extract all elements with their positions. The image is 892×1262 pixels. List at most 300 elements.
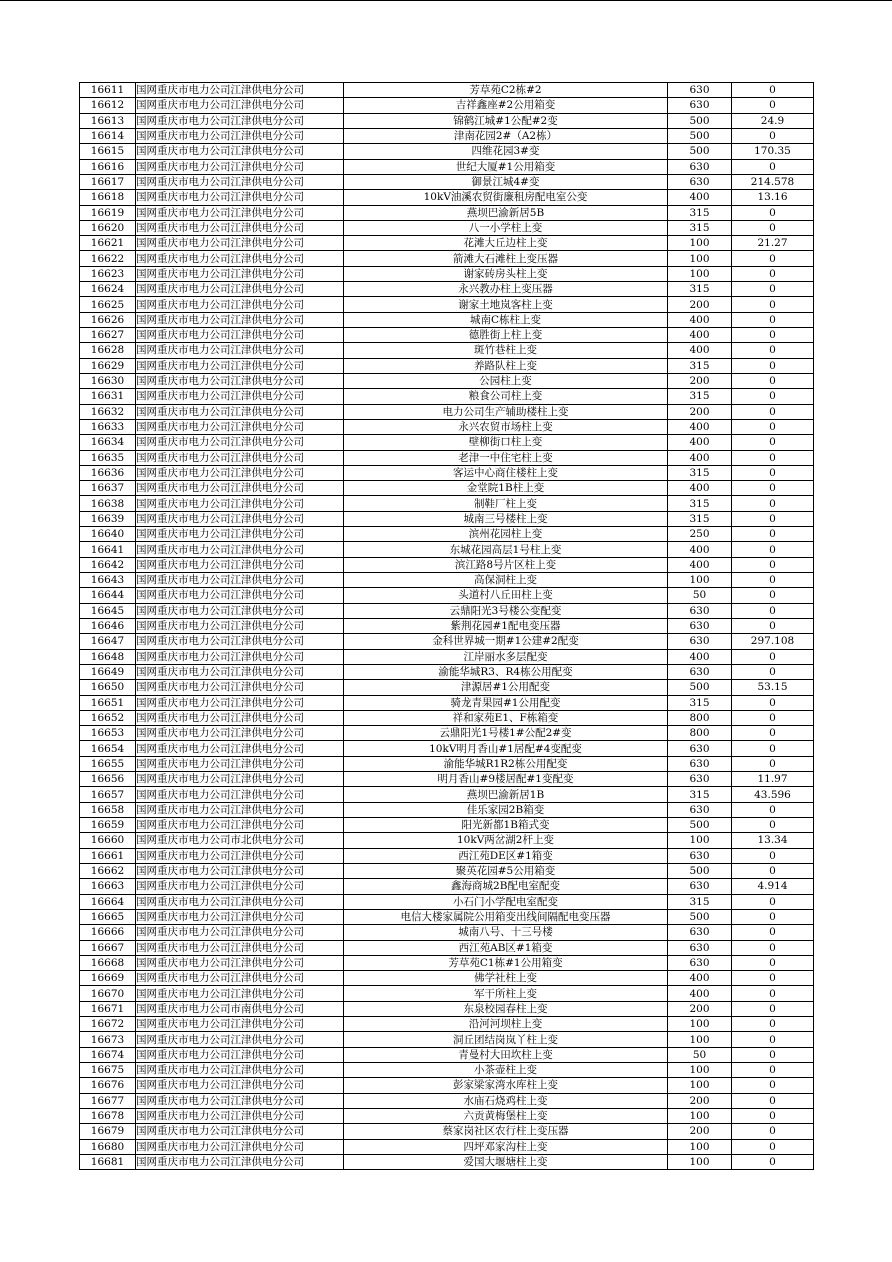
table-row: [80, 83, 814, 98]
transformer-name-cell: 渝能华城R1R2栋公用配变: [344, 756, 668, 771]
table-row: [80, 588, 814, 603]
value-cell: 0: [732, 1139, 814, 1154]
table-row: [80, 312, 814, 327]
value-cell: 11.97: [732, 772, 814, 787]
transformer-name-cell: 金科世界城一期#1公建#2配变: [344, 634, 668, 649]
row-id: 16633: [80, 419, 136, 434]
capacity-cell: 315: [668, 358, 732, 373]
company-cell: 国网重庆市电力公司江津供电分公司: [136, 113, 344, 128]
transformer-name-cell: 客运中心商住楼柱上变: [344, 465, 668, 480]
table-row: [80, 450, 814, 465]
table-row: [80, 1047, 814, 1062]
row-id: 16638: [80, 496, 136, 511]
row-id: 16617: [80, 174, 136, 189]
row-id: 16630: [80, 373, 136, 388]
value-cell: 0: [732, 220, 814, 235]
capacity-cell: 630: [668, 940, 732, 955]
table-row: [80, 144, 814, 159]
value-cell: 0: [732, 404, 814, 419]
capacity-cell: 630: [668, 98, 732, 113]
transformer-name-cell: 芳草苑C1栋#1公用箱变: [344, 955, 668, 970]
value-cell: 0: [732, 955, 814, 970]
company-cell: 国网重庆市电力公司江津供电分公司: [136, 1124, 344, 1139]
capacity-cell: 400: [668, 435, 732, 450]
capacity-cell: 100: [668, 251, 732, 266]
table-row: [80, 756, 814, 771]
company-cell: 国网重庆市电力公司江津供电分公司: [136, 680, 344, 695]
capacity-cell: 630: [668, 772, 732, 787]
capacity-cell: 400: [668, 450, 732, 465]
value-cell: 0: [732, 465, 814, 480]
company-cell: 国网重庆市电力公司市北供电分公司: [136, 833, 344, 848]
value-cell: 0: [732, 573, 814, 588]
capacity-cell: 630: [668, 618, 732, 633]
company-cell: 国网重庆市电力公司江津供电分公司: [136, 144, 344, 159]
row-id: 16640: [80, 527, 136, 542]
capacity-cell: 500: [668, 128, 732, 143]
value-cell: 0: [732, 312, 814, 327]
transformer-name-cell: 燕坝巴渝新居1B: [344, 787, 668, 802]
value-cell: 13.16: [732, 190, 814, 205]
company-cell: 国网重庆市电力公司江津供电分公司: [136, 343, 344, 358]
transformer-name-cell: 锦鹤江城#1公配#2变: [344, 113, 668, 128]
company-cell: 国网重庆市电力公司江津供电分公司: [136, 710, 344, 725]
row-id: 16672: [80, 1017, 136, 1032]
capacity-cell: 315: [668, 894, 732, 909]
table-row: [80, 435, 814, 450]
company-cell: 国网重庆市电力公司江津供电分公司: [136, 772, 344, 787]
company-cell: 国网重庆市电力公司江津供电分公司: [136, 1108, 344, 1123]
company-cell: 国网重庆市电力公司江津供电分公司: [136, 496, 344, 511]
company-cell: 国网重庆市电力公司江津供电分公司: [136, 251, 344, 266]
transformer-name-cell: 箭滩大石滩柱上变压器: [344, 251, 668, 266]
transformer-name-cell: 骑龙青果园#1公用配变: [344, 695, 668, 710]
row-id: 16627: [80, 328, 136, 343]
table-row: [80, 573, 814, 588]
row-id: 16678: [80, 1108, 136, 1123]
row-id: 16670: [80, 986, 136, 1001]
row-id: 16636: [80, 465, 136, 480]
row-id: 16657: [80, 787, 136, 802]
capacity-cell: 630: [668, 664, 732, 679]
capacity-cell: 100: [668, 1139, 732, 1154]
transformer-name-cell: 鑫海商城2B配电室配变: [344, 879, 668, 894]
value-cell: 0: [732, 159, 814, 174]
capacity-cell: 400: [668, 312, 732, 327]
value-cell: 0: [732, 664, 814, 679]
transformer-name-cell: 西江苑DE区#1箱变: [344, 848, 668, 863]
capacity-cell: 630: [668, 174, 732, 189]
row-id: 16655: [80, 756, 136, 771]
capacity-cell: 100: [668, 1032, 732, 1047]
table-row: [80, 664, 814, 679]
value-cell: 0: [732, 909, 814, 924]
row-id: 16618: [80, 190, 136, 205]
capacity-cell: 100: [668, 1108, 732, 1123]
transformer-name-cell: 紫荆花园#1配电变压器: [344, 618, 668, 633]
row-id: 16624: [80, 282, 136, 297]
table-row: [80, 787, 814, 802]
table-row: [80, 511, 814, 526]
company-cell: 国网重庆市电力公司江津供电分公司: [136, 894, 344, 909]
table-row: [80, 481, 814, 496]
table-row: [80, 695, 814, 710]
row-id: 16671: [80, 1001, 136, 1016]
row-id: 16619: [80, 205, 136, 220]
row-id: 16681: [80, 1154, 136, 1169]
value-cell: 13.34: [732, 833, 814, 848]
capacity-cell: 315: [668, 465, 732, 480]
transformer-name-cell: 高保洞柱上变: [344, 573, 668, 588]
value-cell: 0: [732, 205, 814, 220]
transformer-name-cell: 聚英花园#5公用箱变: [344, 863, 668, 878]
table-row: [80, 343, 814, 358]
transformer-name-cell: 公园柱上变: [344, 373, 668, 388]
table-row: [80, 1017, 814, 1032]
capacity-cell: 630: [668, 634, 732, 649]
capacity-cell: 500: [668, 818, 732, 833]
row-id: 16649: [80, 664, 136, 679]
value-cell: 0: [732, 251, 814, 266]
row-id: 16658: [80, 802, 136, 817]
transformer-name-cell: 四维花园3#变: [344, 144, 668, 159]
transformer-name-cell: 江岸丽水多层配变: [344, 649, 668, 664]
row-id: 16673: [80, 1032, 136, 1047]
capacity-cell: 630: [668, 603, 732, 618]
company-cell: 国网重庆市电力公司江津供电分公司: [136, 802, 344, 817]
transformer-name-cell: 佳乐家园2B箱变: [344, 802, 668, 817]
company-cell: 国网重庆市电力公司江津供电分公司: [136, 818, 344, 833]
row-id: 16637: [80, 481, 136, 496]
company-cell: 国网重庆市电力公司江津供电分公司: [136, 1032, 344, 1047]
table-row: [80, 1063, 814, 1078]
row-id: 16626: [80, 312, 136, 327]
value-cell: 0: [732, 98, 814, 113]
value-cell: 0: [732, 649, 814, 664]
value-cell: 0: [732, 863, 814, 878]
company-cell: 国网重庆市电力公司江津供电分公司: [136, 527, 344, 542]
row-id: 16667: [80, 940, 136, 955]
company-cell: 国网重庆市电力公司江津供电分公司: [136, 435, 344, 450]
value-cell: 0: [732, 1047, 814, 1062]
row-id: 16620: [80, 220, 136, 235]
value-cell: 0: [732, 557, 814, 572]
transformer-name-cell: 燕坝巴渝新居5B: [344, 205, 668, 220]
table-row: [80, 772, 814, 787]
company-cell: 国网重庆市电力公司江津供电分公司: [136, 128, 344, 143]
row-id: 16662: [80, 863, 136, 878]
capacity-cell: 800: [668, 710, 732, 725]
table-row: [80, 1124, 814, 1139]
value-cell: 0: [732, 373, 814, 388]
table-row: [80, 710, 814, 725]
row-id: 16663: [80, 879, 136, 894]
value-cell: 0: [732, 435, 814, 450]
transformer-name-cell: 花滩大丘边柱上变: [344, 236, 668, 251]
value-cell: 0: [732, 1017, 814, 1032]
company-cell: 国网重庆市电力公司江津供电分公司: [136, 1063, 344, 1078]
capacity-cell: 315: [668, 496, 732, 511]
company-cell: 国网重庆市电力公司江津供电分公司: [136, 266, 344, 281]
table-row: [80, 542, 814, 557]
row-id: 16629: [80, 358, 136, 373]
company-cell: 国网重庆市电力公司江津供电分公司: [136, 863, 344, 878]
table-row: [80, 940, 814, 955]
table-row: [80, 297, 814, 312]
transformer-name-cell: 祥和家苑E1、F栋箱变: [344, 710, 668, 725]
transformer-name-cell: 制鞋厂柱上变: [344, 496, 668, 511]
company-cell: 国网重庆市电力公司江津供电分公司: [136, 419, 344, 434]
row-id: 16665: [80, 909, 136, 924]
company-cell: 国网重庆市电力公司江津供电分公司: [136, 511, 344, 526]
company-cell: 国网重庆市电力公司江津供电分公司: [136, 465, 344, 480]
company-cell: 国网重庆市电力公司江津供电分公司: [136, 557, 344, 572]
value-cell: 0: [732, 266, 814, 281]
value-cell: 0: [732, 328, 814, 343]
table-row: [80, 1078, 814, 1093]
capacity-cell: 315: [668, 787, 732, 802]
table-row: [80, 986, 814, 1001]
value-cell: 0: [732, 1154, 814, 1169]
value-cell: 297.108: [732, 634, 814, 649]
row-id: 16632: [80, 404, 136, 419]
row-id: 16613: [80, 113, 136, 128]
transformer-name-cell: 吉祥鑫座#2公用箱变: [344, 98, 668, 113]
row-id: 16653: [80, 726, 136, 741]
value-cell: 0: [732, 986, 814, 1001]
capacity-cell: 500: [668, 113, 732, 128]
company-cell: 国网重庆市电力公司江津供电分公司: [136, 741, 344, 756]
capacity-cell: 315: [668, 282, 732, 297]
transformer-table: [79, 82, 814, 1170]
company-cell: 国网重庆市电力公司江津供电分公司: [136, 1093, 344, 1108]
value-cell: 0: [732, 971, 814, 986]
row-id: 16625: [80, 297, 136, 312]
company-cell: 国网重庆市电力公司江津供电分公司: [136, 1139, 344, 1154]
company-cell: 国网重庆市电力公司江津供电分公司: [136, 848, 344, 863]
table-row: [80, 1093, 814, 1108]
value-cell: 0: [732, 481, 814, 496]
company-cell: 国网重庆市电力公司江津供电分公司: [136, 879, 344, 894]
capacity-cell: 800: [668, 726, 732, 741]
value-cell: 0: [732, 1108, 814, 1123]
value-cell: 0: [732, 818, 814, 833]
transformer-name-cell: 10kV油溪农贸街廉租房配电室公变: [344, 190, 668, 205]
company-cell: 国网重庆市电力公司江津供电分公司: [136, 481, 344, 496]
capacity-cell: 500: [668, 144, 732, 159]
company-cell: 国网重庆市电力公司江津供电分公司: [136, 312, 344, 327]
row-id: 16654: [80, 741, 136, 756]
row-id: 16651: [80, 695, 136, 710]
value-cell: 0: [732, 450, 814, 465]
row-id: 16664: [80, 894, 136, 909]
table-row: [80, 848, 814, 863]
table-row: [80, 1139, 814, 1154]
row-id: 16644: [80, 588, 136, 603]
transformer-name-cell: 永兴教办柱上变压器: [344, 282, 668, 297]
transformer-name-cell: 青曼村大田坎柱上变: [344, 1047, 668, 1062]
company-cell: 国网重庆市电力公司江津供电分公司: [136, 726, 344, 741]
company-cell: 国网重庆市电力公司江津供电分公司: [136, 955, 344, 970]
table-row: [80, 1032, 814, 1047]
company-cell: 国网重庆市电力公司江津供电分公司: [136, 373, 344, 388]
table-row: [80, 909, 814, 924]
row-id: 16616: [80, 159, 136, 174]
table-body: [80, 83, 814, 1170]
transformer-name-cell: 明月香山#9楼居配#1变配变: [344, 772, 668, 787]
capacity-cell: 100: [668, 1078, 732, 1093]
transformer-name-cell: 津源居#1公用配变: [344, 680, 668, 695]
transformer-name-cell: 洞丘团结岗岚丫柱上变: [344, 1032, 668, 1047]
transformer-name-cell: 西江苑AB区#1箱变: [344, 940, 668, 955]
capacity-cell: 630: [668, 802, 732, 817]
table-row: [80, 266, 814, 281]
company-cell: 国网重庆市电力公司江津供电分公司: [136, 603, 344, 618]
capacity-cell: 200: [668, 297, 732, 312]
table-row: [80, 649, 814, 664]
value-cell: 0: [732, 1093, 814, 1108]
value-cell: 0: [732, 297, 814, 312]
capacity-cell: 630: [668, 83, 732, 98]
table-row: [80, 358, 814, 373]
value-cell: 170.35: [732, 144, 814, 159]
company-cell: 国网重庆市电力公司江津供电分公司: [136, 573, 344, 588]
table-row: [80, 251, 814, 266]
capacity-cell: 630: [668, 741, 732, 756]
table-row: [80, 879, 814, 894]
row-id: 16674: [80, 1047, 136, 1062]
transformer-name-cell: 蔡家岗社区农行柱上变压器: [344, 1124, 668, 1139]
row-id: 16646: [80, 618, 136, 633]
row-id: 16669: [80, 971, 136, 986]
row-id: 16634: [80, 435, 136, 450]
company-cell: 国网重庆市电力公司江津供电分公司: [136, 205, 344, 220]
transformer-name-cell: 阳光新都1B箱式变: [344, 818, 668, 833]
value-cell: 0: [732, 940, 814, 955]
row-id: 16648: [80, 649, 136, 664]
capacity-cell: 315: [668, 695, 732, 710]
transformer-name-cell: 10kV明月香山#1居配#4变配变: [344, 741, 668, 756]
table-row: [80, 741, 814, 756]
company-cell: 国网重庆市电力公司江津供电分公司: [136, 220, 344, 235]
transformer-name-cell: 电力公司生产辅助楼柱上变: [344, 404, 668, 419]
company-cell: 国网重庆市电力公司江津供电分公司: [136, 236, 344, 251]
table-row: [80, 174, 814, 189]
row-id: 16641: [80, 542, 136, 557]
row-id: 16639: [80, 511, 136, 526]
company-cell: 国网重庆市电力公司江津供电分公司: [136, 1078, 344, 1093]
value-cell: 0: [732, 756, 814, 771]
capacity-cell: 200: [668, 1001, 732, 1016]
capacity-cell: 315: [668, 389, 732, 404]
capacity-cell: 400: [668, 986, 732, 1001]
value-cell: 0: [732, 848, 814, 863]
transformer-name-cell: 沿河河坝柱上变: [344, 1017, 668, 1032]
row-id: 16631: [80, 389, 136, 404]
value-cell: 4.914: [732, 879, 814, 894]
row-id: 16612: [80, 98, 136, 113]
company-cell: 国网重庆市电力公司江津供电分公司: [136, 358, 344, 373]
transformer-name-cell: 头道村八丘田柱上变: [344, 588, 668, 603]
transformer-name-cell: 小石门小学配电室配变: [344, 894, 668, 909]
value-cell: 0: [732, 496, 814, 511]
company-cell: 国网重庆市电力公司江津供电分公司: [136, 1154, 344, 1169]
value-cell: 0: [732, 1063, 814, 1078]
value-cell: 0: [732, 511, 814, 526]
capacity-cell: 500: [668, 909, 732, 924]
table-row: [80, 496, 814, 511]
table-row: [80, 618, 814, 633]
table-row: [80, 527, 814, 542]
transformer-name-cell: 御景江城4#变: [344, 174, 668, 189]
company-cell: 国网重庆市电力公司江津供电分公司: [136, 174, 344, 189]
row-id: 16680: [80, 1139, 136, 1154]
capacity-cell: 630: [668, 925, 732, 940]
row-id: 16645: [80, 603, 136, 618]
company-cell: 国网重庆市电力公司江津供电分公司: [136, 450, 344, 465]
transformer-name-cell: 10kV两岔湖2杆上变: [344, 833, 668, 848]
table-row: [80, 1154, 814, 1169]
company-cell: 国网重庆市电力公司江津供电分公司: [136, 190, 344, 205]
table-row: [80, 465, 814, 480]
transformer-name-cell: 四坪邓家沟柱上变: [344, 1139, 668, 1154]
value-cell: 0: [732, 726, 814, 741]
capacity-cell: 100: [668, 833, 732, 848]
row-id: 16622: [80, 251, 136, 266]
capacity-cell: 100: [668, 236, 732, 251]
table-row: [80, 205, 814, 220]
value-cell: 53.15: [732, 680, 814, 695]
row-id: 16679: [80, 1124, 136, 1139]
table-row: [80, 113, 814, 128]
row-id: 16659: [80, 818, 136, 833]
transformer-name-cell: 老津一中住宅柱上变: [344, 450, 668, 465]
value-cell: 0: [732, 741, 814, 756]
transformer-name-cell: 世纪大厦#1公用箱变: [344, 159, 668, 174]
transformer-name-cell: 滨江路8号片区柱上变: [344, 557, 668, 572]
table-row: [80, 955, 814, 970]
table-row: [80, 128, 814, 143]
transformer-name-cell: 渝能华城R3、R4栋公用配变: [344, 664, 668, 679]
transformer-name-cell: 城南C栋柱上变: [344, 312, 668, 327]
row-id: 16621: [80, 236, 136, 251]
company-cell: 国网重庆市电力公司江津供电分公司: [136, 618, 344, 633]
table-row: [80, 925, 814, 940]
value-cell: 0: [732, 588, 814, 603]
company-cell: 国网重庆市电力公司江津供电分公司: [136, 282, 344, 297]
company-cell: 国网重庆市电力公司江津供电分公司: [136, 389, 344, 404]
company-cell: 国网重庆市电力公司市南供电分公司: [136, 1001, 344, 1016]
capacity-cell: 200: [668, 1124, 732, 1139]
table-row: [80, 557, 814, 572]
row-id: 16675: [80, 1063, 136, 1078]
company-cell: 国网重庆市电力公司江津供电分公司: [136, 649, 344, 664]
value-cell: 214.578: [732, 174, 814, 189]
value-cell: 0: [732, 894, 814, 909]
company-cell: 国网重庆市电力公司江津供电分公司: [136, 787, 344, 802]
transformer-name-cell: 军干所柱上变: [344, 986, 668, 1001]
transformer-name-cell: 城南八号、十三号楼: [344, 925, 668, 940]
capacity-cell: 630: [668, 159, 732, 174]
company-cell: 国网重庆市电力公司江津供电分公司: [136, 925, 344, 940]
table-row: [80, 190, 814, 205]
value-cell: 0: [732, 1078, 814, 1093]
capacity-cell: 400: [668, 419, 732, 434]
table-row: [80, 603, 814, 618]
value-cell: 0: [732, 925, 814, 940]
table-row: [80, 1001, 814, 1016]
table-row: [80, 328, 814, 343]
